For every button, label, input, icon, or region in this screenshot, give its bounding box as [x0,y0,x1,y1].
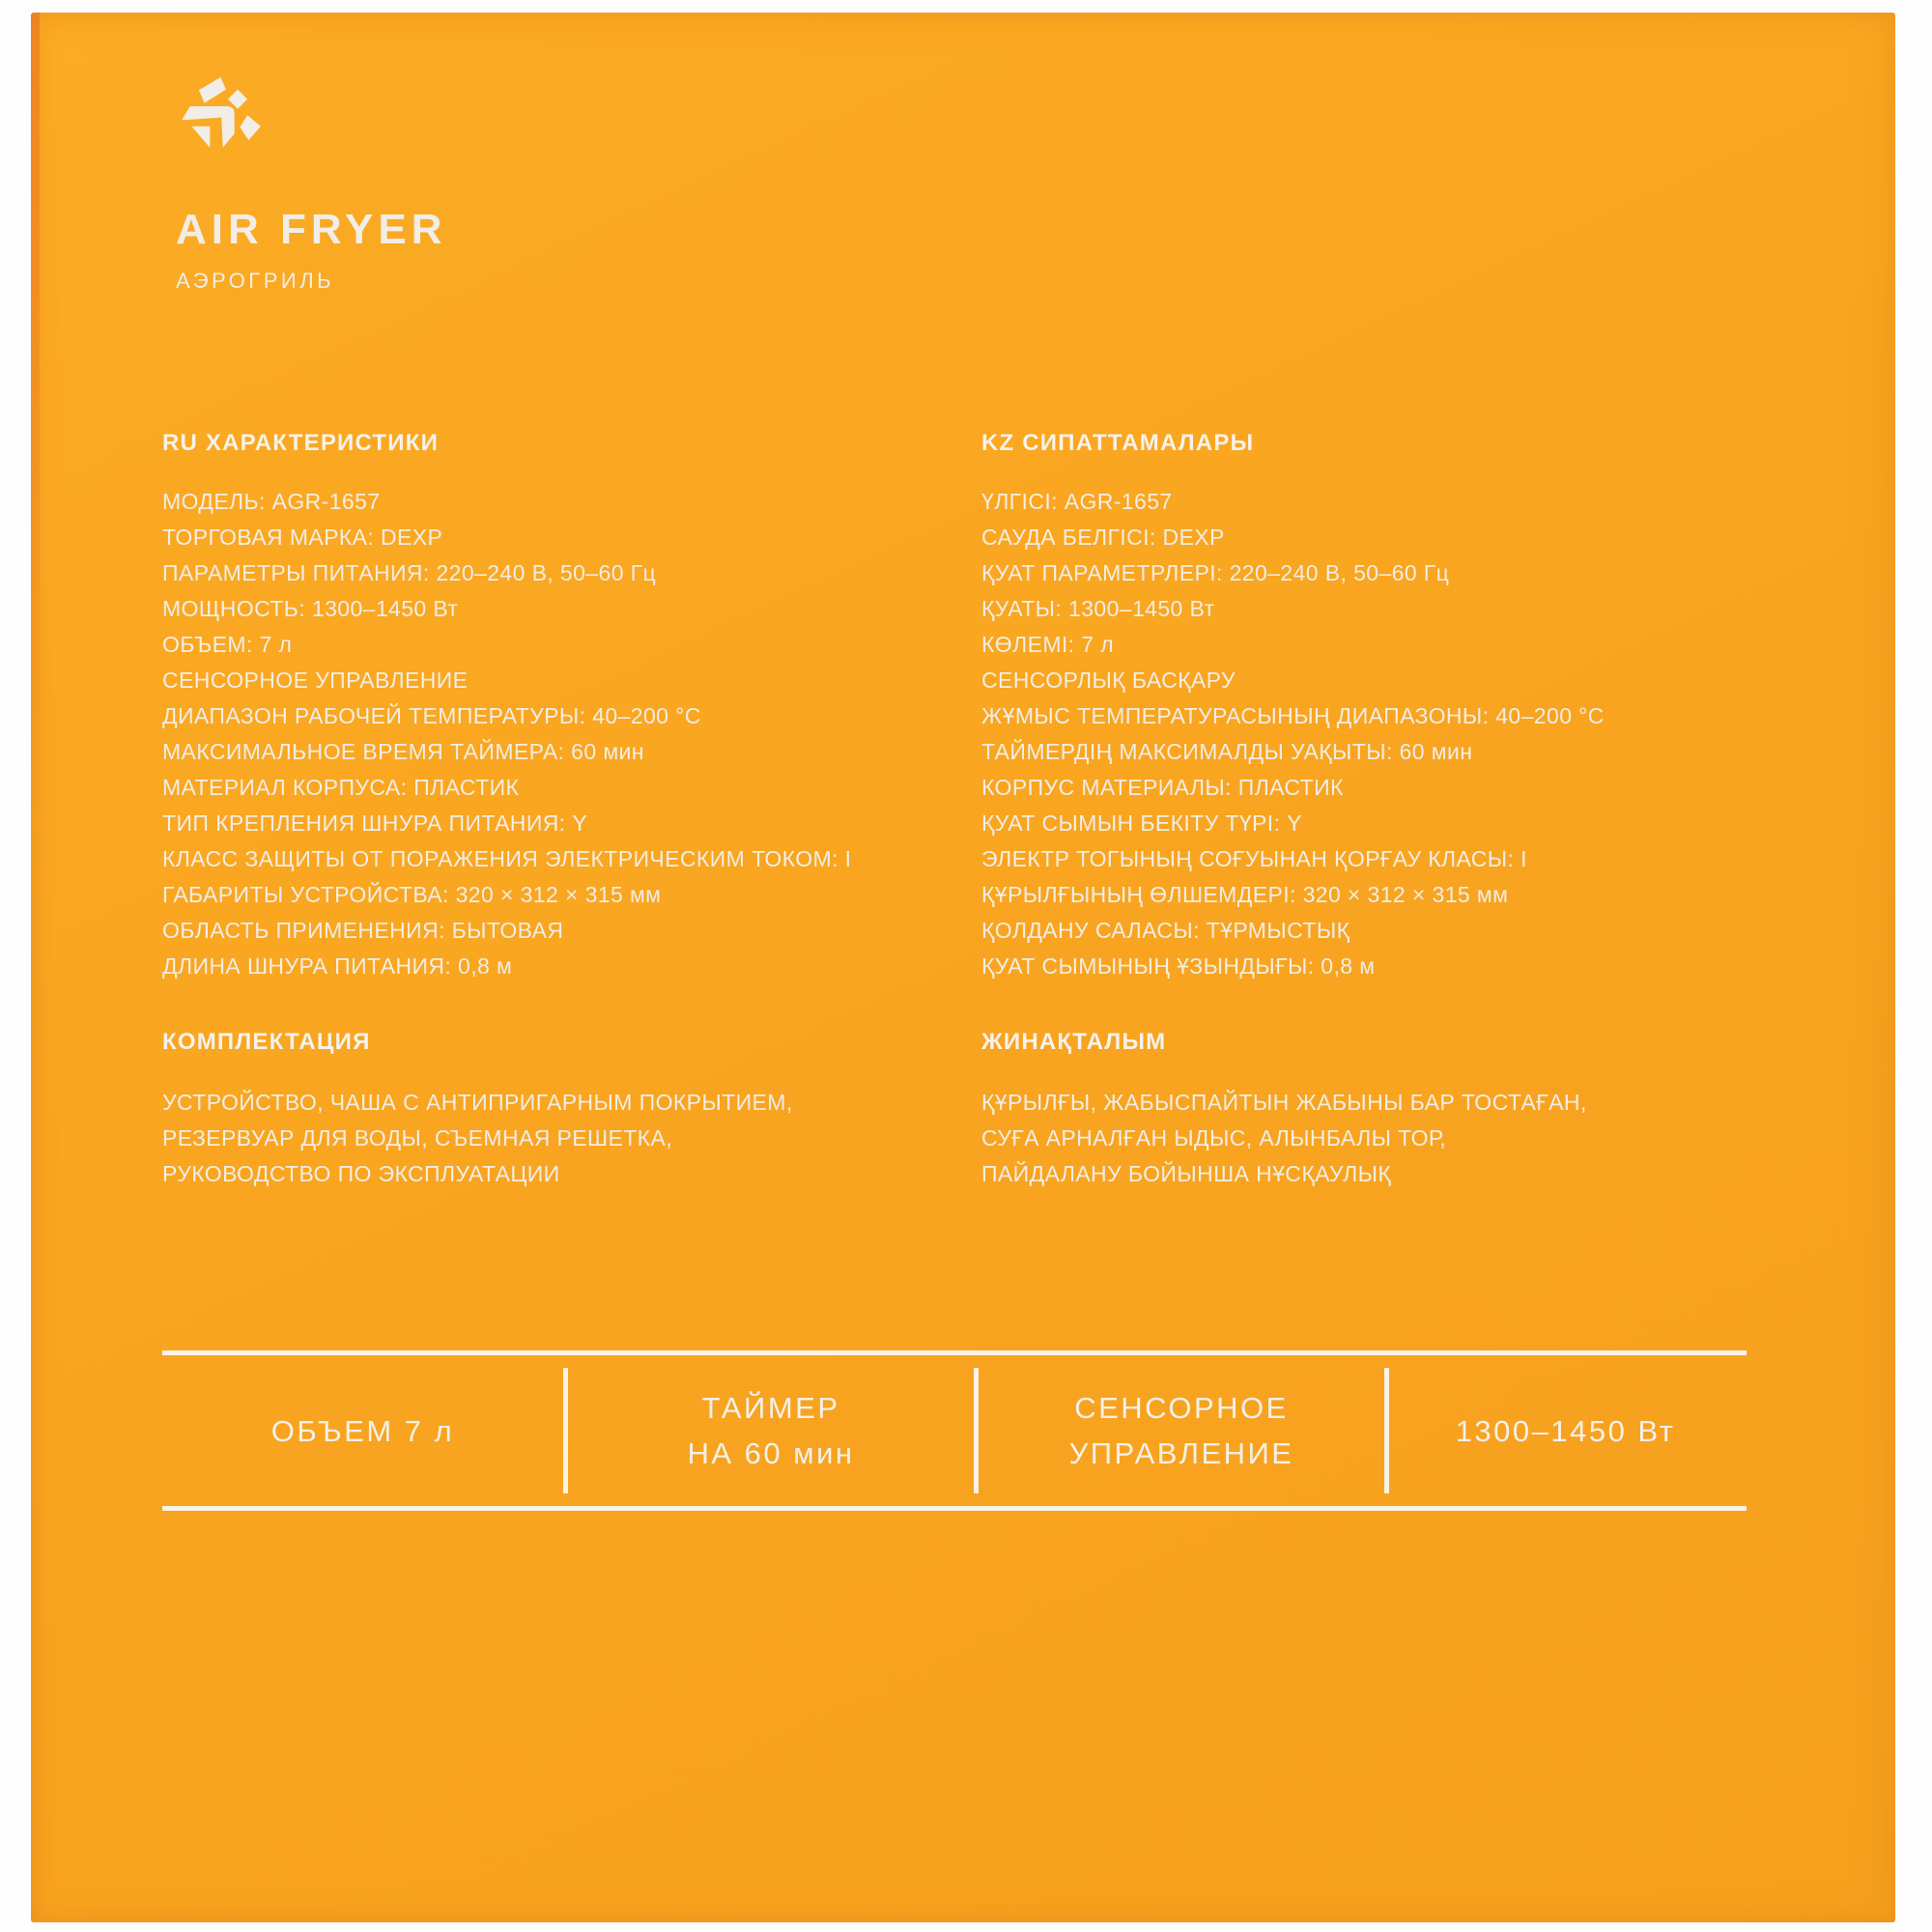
ru-spec-model: МОДЕЛЬ: AGR-1657 [162,489,381,514]
kz-spec-protection-class: ЭЛЕКТР ТОГЫНЫҢ СОҒУЫНАН ҚОРҒАУ КЛАСЫ: I [981,846,1527,871]
ru-spec-trademark: ТОРГОВАЯ МАРКА: DEXP [162,525,443,550]
kz-spec-temp-range: ЖҰМЫС ТЕМПЕРАТУРАСЫНЫҢ ДИАПАЗОНЫ: 40–200 °C [981,703,1605,728]
ru-kit-lines [162,1085,974,1192]
ru-spec-cord-type: ТИП КРЕПЛЕНИЯ ШНУРА ПИТАНИЯ: Y [162,810,588,836]
feature-volume-text: ОБЪЕМ 7 л [270,1413,455,1448]
kz-spec-volume: КӨЛЕМІ: 7 л [981,632,1115,657]
kz-specs-list [981,484,1793,984]
ru-spec-temp-range: ДИАПАЗОН РАБОЧЕЙ ТЕМПЕРАТУРЫ: 40–200 °C [162,703,701,728]
ru-specs-header: RU ХАРАКТЕРИСТИКИ [162,430,440,456]
product-subtitle: АЭРОГРИЛЬ [176,269,335,293]
ru-kit-section [162,1029,974,1192]
ru-spec-power-params: ПАРАМЕТРЫ ПИТАНИЯ: 220–240 В, 50–60 Гц [162,560,657,585]
feature-bar [162,1350,1747,1511]
kz-spec-body-material: КОРПУС МАТЕРИАЛЫ: ПЛАСТИК [981,775,1344,800]
ru-specs-list [162,484,974,984]
feature-timer-line2: НА 60 мин [687,1436,855,1470]
kz-spec-power-params: ҚУАТ ПАРАМЕТРЛЕРІ: 220–240 В, 50–60 Гц [981,560,1450,585]
feature-volume [162,1355,563,1506]
ru-kit-line: УСТРОЙСТВО, ЧАША С АНТИПРИГАРНЫМ ПОКРЫТИЕМ, [162,1090,793,1115]
kz-kit-line: СУҒА АРНАЛҒАН ЫДЫС, АЛЫНБАЛЫ ТОР, [981,1125,1447,1151]
title-block [176,206,447,294]
kz-specs-header: KZ СИПАТТАМАЛАРЫ [981,430,1255,456]
kz-spec-cord-type: ҚУАТ СЫМЫН БЕКІТУ ТҮРІ: Y [981,810,1302,836]
ru-spec-dimensions: ГАБАРИТЫ УСТРОЙСТВА: 320 × 312 × 315 мм [162,882,662,907]
feature-timer [568,1355,974,1506]
ru-spec-wattage: МОЩНОСТЬ: 1300–1450 Вт [162,596,459,621]
kz-specs-section [981,430,1793,984]
feature-power-text: 1300–1450 Вт [1455,1413,1676,1448]
feature-touch-line1: СЕНСОРНОЕ [1074,1391,1289,1425]
kz-kit-lines [981,1085,1793,1192]
feature-touch-line2: УПРАВЛЕНИЕ [1068,1436,1294,1470]
kz-kit-section [981,1029,1793,1192]
kz-spec-trademark: САУДА БЕЛГІСІ: DEXP [981,525,1225,550]
ru-spec-cord-length: ДЛИНА ШНУРА ПИТАНИЯ: 0,8 м [162,953,513,979]
packaging-back-panel [31,13,1895,1922]
ru-specs-section [162,430,974,984]
feature-touch-control [979,1355,1384,1506]
ru-spec-body-material: МАТЕРИАЛ КОРПУСА: ПЛАСТИК [162,775,520,800]
product-title: AIR FRYER [176,206,447,253]
kz-spec-dimensions: ҚҰРЫЛҒЫНЫҢ ӨЛШЕМДЕРІ: 320 × 312 × 315 мм [981,882,1509,907]
kz-kit-header: ЖИНАҚТАЛЫМ [981,1029,1167,1055]
ru-kit-line: РУКОВОДСТВО ПО ЭКСПЛУАТАЦИИ [162,1161,560,1186]
ru-spec-touch-control: СЕНСОРНОЕ УПРАВЛЕНИЕ [162,668,469,693]
ru-spec-protection-class: КЛАСС ЗАЩИТЫ ОТ ПОРАЖЕНИЯ ЭЛЕКТРИЧЕСКИМ ТОКОМ: I [162,846,852,871]
kz-spec-timer-max: ТАЙМЕРДІҢ МАКСИМАЛДЫ УАҚЫТЫ: 60 мин [981,739,1473,764]
ru-spec-volume: ОБЪЕМ: 7 л [162,632,293,657]
kz-spec-wattage: ҚУАТЫ: 1300–1450 Вт [981,596,1215,621]
ru-spec-application: ОБЛАСТЬ ПРИМЕНЕНИЯ: БЫТОВАЯ [162,918,564,943]
feature-timer-line1: ТАЙМЕР [701,1391,840,1425]
kz-spec-model: ҮЛГІСІ: AGR-1657 [981,489,1173,514]
kz-kit-line: ПАЙДАЛАНУ БОЙЫНША НҰСҚАУЛЫҚ [981,1161,1392,1186]
ru-kit-line: РЕЗЕРВУАР ДЛЯ ВОДЫ, СЪЕМНАЯ РЕШЕТКА, [162,1125,672,1151]
feature-power [1389,1355,1742,1506]
dexp-brand-logo-icon [164,58,290,184]
ru-kit-header: КОМПЛЕКТАЦИЯ [162,1029,371,1055]
kz-spec-application: ҚОЛДАНУ САЛАСЫ: ТҰРМЫСТЫҚ [981,918,1350,943]
kz-spec-touch-control: СЕНСОРЛЫҚ БАСҚАРУ [981,668,1236,693]
kz-kit-line: ҚҰРЫЛҒЫ, ЖАБЫСПАЙТЫН ЖАБЫНЫ БАР ТОСТАҒАН, [981,1090,1587,1115]
ru-spec-timer-max: МАКСИМАЛЬНОЕ ВРЕМЯ ТАЙМЕРА: 60 мин [162,739,644,764]
kz-spec-cord-length: ҚУАТ СЫМЫНЫҢ ҰЗЫНДЫҒЫ: 0,8 м [981,953,1376,979]
